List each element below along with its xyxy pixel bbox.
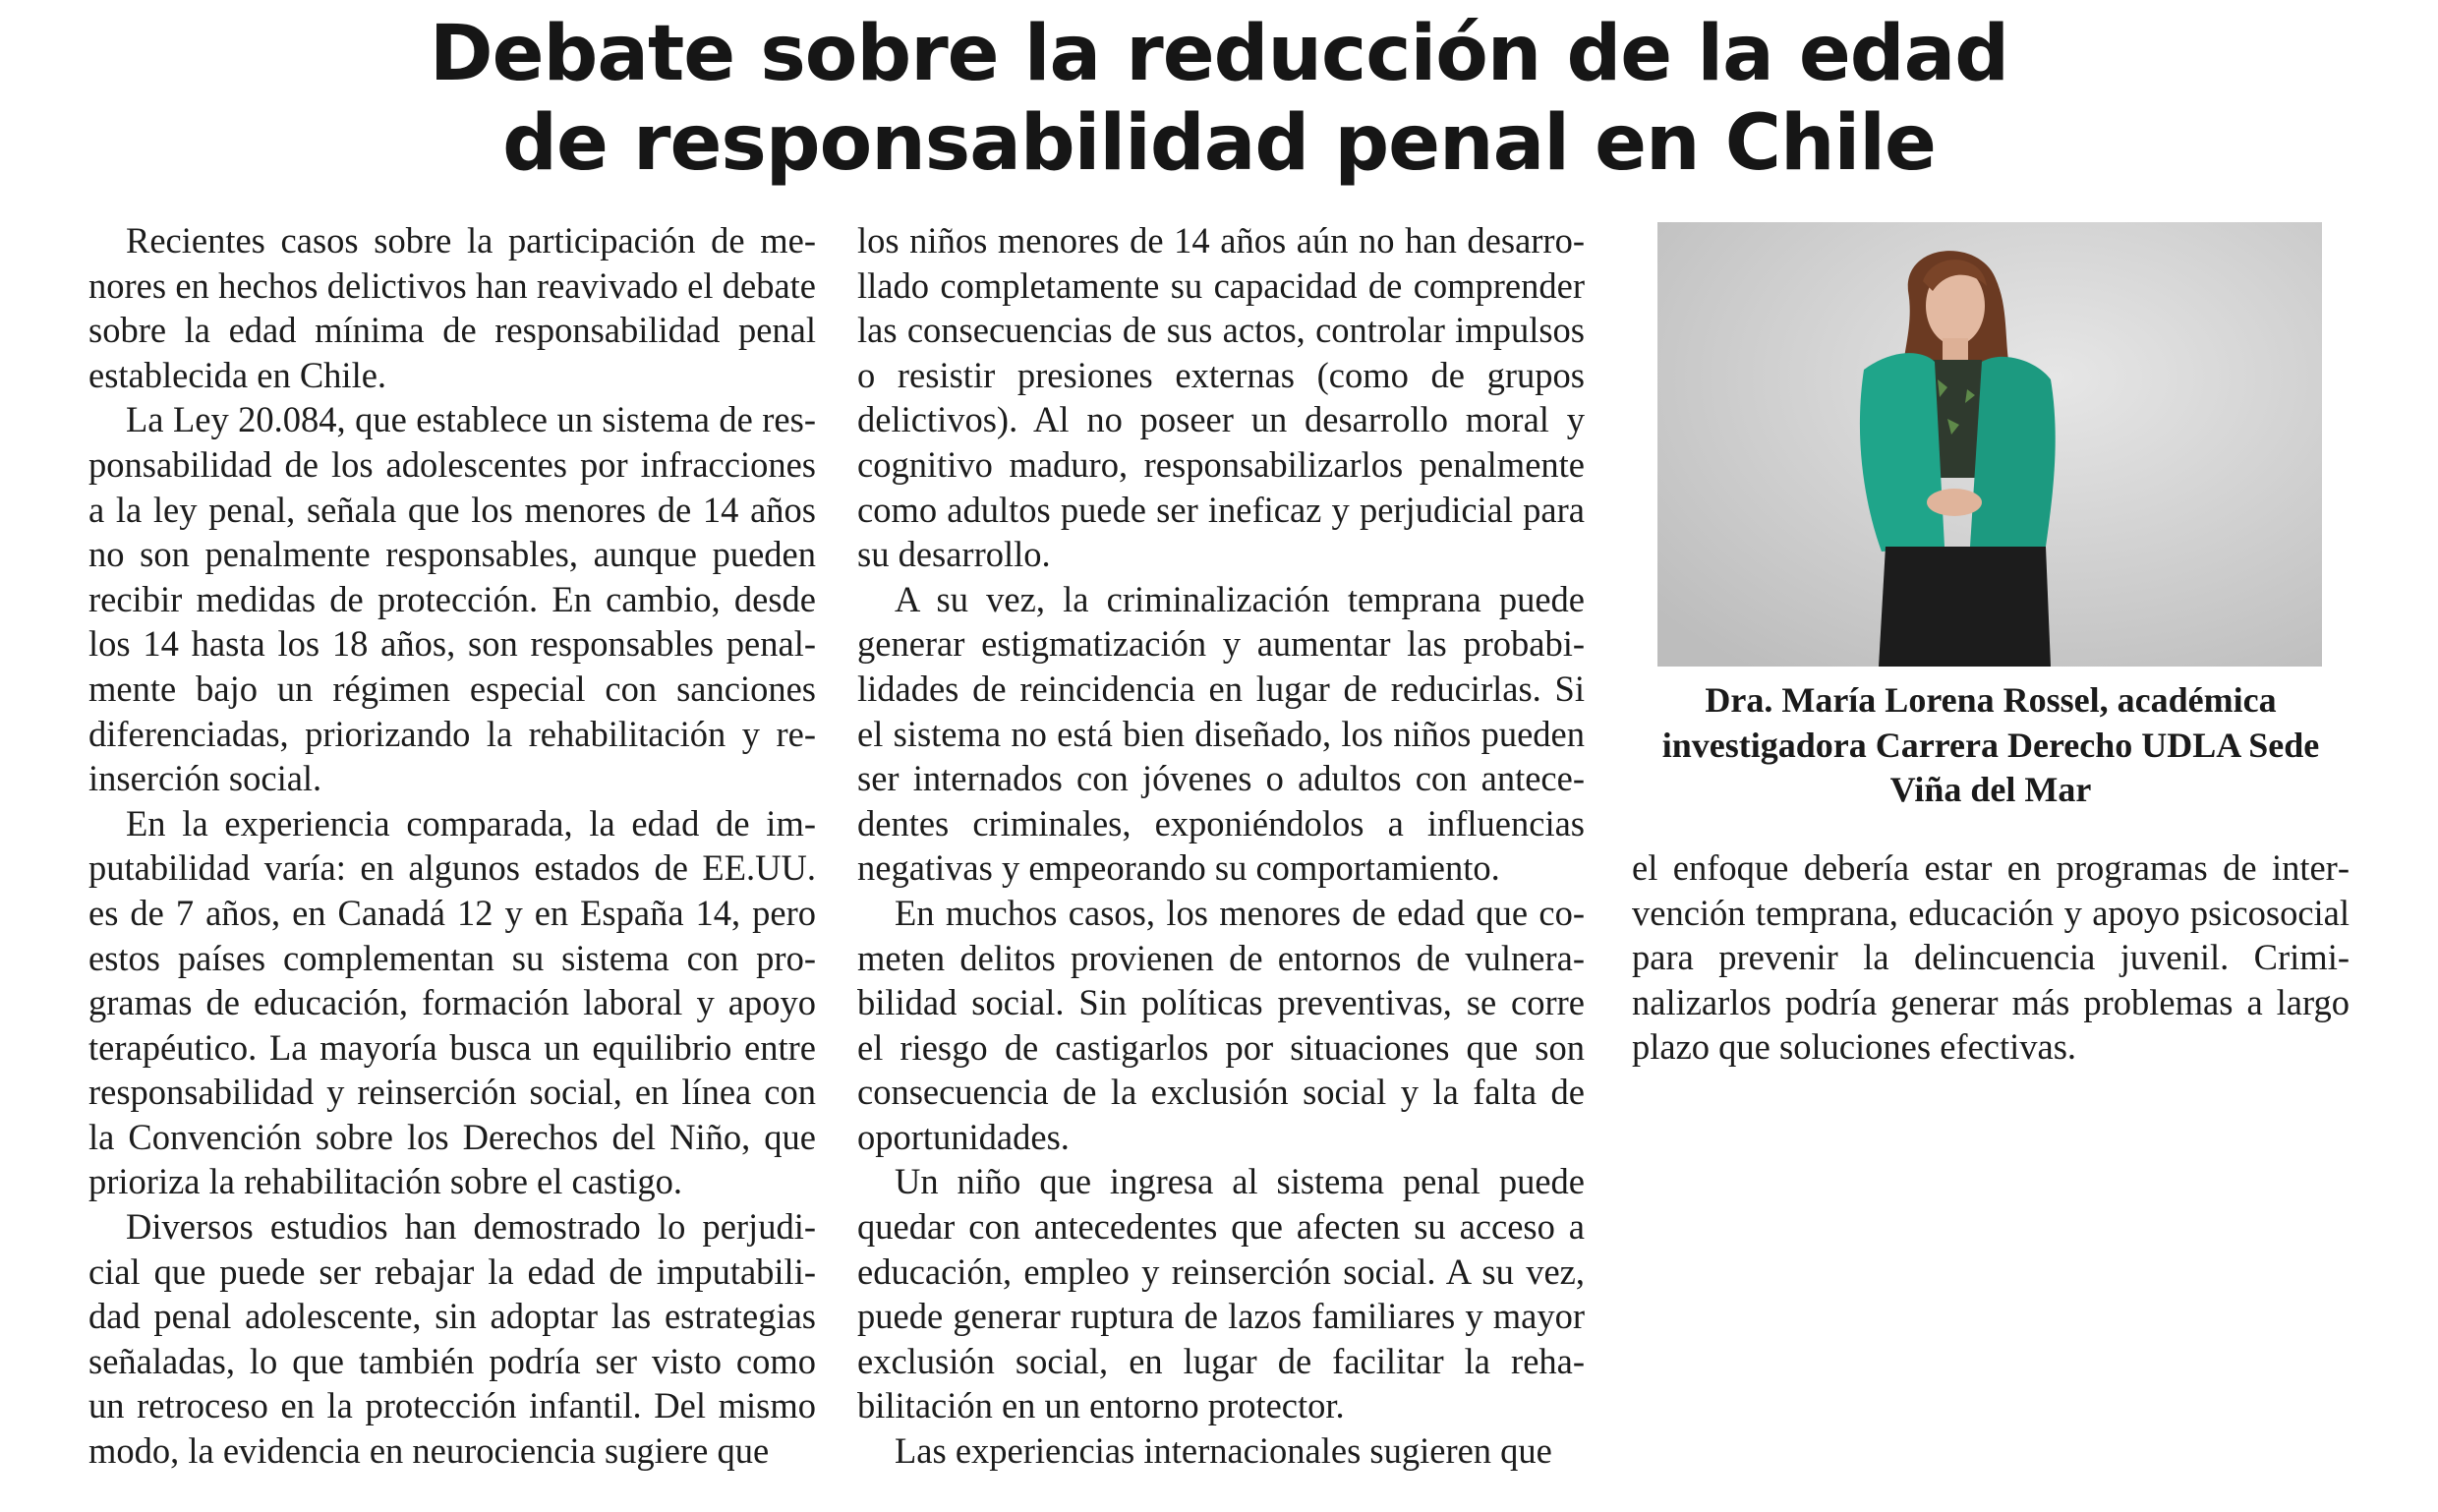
headline-line-1: Debate sobre la reducción de la edad xyxy=(429,10,2009,98)
paragraph: Diversos estudios han demostrado lo perjudicial que puede ser rebajar la edad de imputabilidad penal adolescente, sin adoptar las estrategias señaladas, lo que también podría ser visto como un retroceso en la protección infantil. Del mismo modo, la evidencia en neurociencia sugiere que xyxy=(88,1206,816,1472)
caption-line-2: investigadora Carrera Derecho UDLA Sede xyxy=(1661,725,2320,765)
paragraph: En la experiencia comparada, la edad de imputabilidad varía: en algunos estados de EE.UU. es de 7 años, en Canadá 12 y en España 14, pero estos países complementan su sistema con programas de educación, formación laboral y apoyo terapéutico. La mayoría busca un equilibrio entre responsabilidad y reinserción social, en línea con la Convención sobre los Derechos del Niño, que prioriza la rehabilitación sobre el castigo. xyxy=(88,802,816,1202)
caption-line-3: Viña del Mar xyxy=(1889,770,2092,809)
article-column-2 xyxy=(857,218,1585,1474)
headline-line-2: de responsabilidad penal en Chile xyxy=(502,99,1936,188)
paragraph: En muchos casos, los menores de edad que cometen delitos provienen de entornos de vulnerabilidad social. Sin políticas preventivas, se corre el riesgo de castigarlos por situaciones que son consecuencia de la exclusión social y la falta de oportunidades. xyxy=(857,892,1585,1157)
paragraph: Las experiencias internacionales sugieren que xyxy=(895,1430,1552,1472)
caption-line-1: Dra. María Lorena Rossel, académica xyxy=(1705,680,2277,720)
article-column-1 xyxy=(88,218,816,1474)
headline xyxy=(0,10,2438,189)
paragraph: La Ley 20.084, que establece un sistema de responsabilidad de los adolescentes por infracciones a la ley penal, señala que los menores de 14 años no son penalmente responsables, aunque pueden recibir medidas de protección. En cambio, desde los 14 hasta los 18 años, son responsables penalmente bajo un régimen especial con sanciones diferenciadas, priorizando la rehabilitación y reinserción social. xyxy=(88,399,816,799)
paragraph: los niños menores de 14 años aún no han desarrollado completamente su capacidad de comprender las consecuencias de sus actos, controlar impulsos o resistir presiones externas (como de grupos delictivos). Al no poseer un desarrollo moral y cognitivo maduro, responsabilizarlos penalmente como adultos puede ser ineficaz y perjudicial para su desarrollo. xyxy=(857,220,1585,575)
paragraph: A su vez, la criminalización temprana puede generar estigmatización y aumentar las probabilidades de reincidencia en lugar de reducirlas. Si el sistema no está bien diseñado, los niños pueden ser internados con jóvenes o adultos con antecedentes criminales, exponiéndolos a influencias negativas y empeorando su comportamiento. xyxy=(857,578,1585,889)
photo-caption xyxy=(1632,678,2350,813)
paragraph: el enfoque debería estar en programas de intervención temprana, educación y apoyo psicosocial para prevenir la delincuencia juvenil. Criminalizarlos podría generar más problemas a largo plazo que soluciones efectivas. xyxy=(1632,847,2350,1068)
paragraph: Un niño que ingresa al sistema penal puede quedar con antecedentes que afecten su acceso a educación, empleo y reinserción social. A su vez, puede generar ruptura de lazos familiares y mayor exclusión social, en lugar de facilitar la rehabilitación en un entorno protector. xyxy=(857,1161,1585,1426)
paragraph: Recientes casos sobre la participación de menores en hechos delictivos han reavivado el debate sobre la edad mínima de responsabilidad penal establecida en Chile. xyxy=(88,220,816,395)
article-column-3 xyxy=(1632,845,2350,1070)
author-photo xyxy=(1657,222,2322,667)
